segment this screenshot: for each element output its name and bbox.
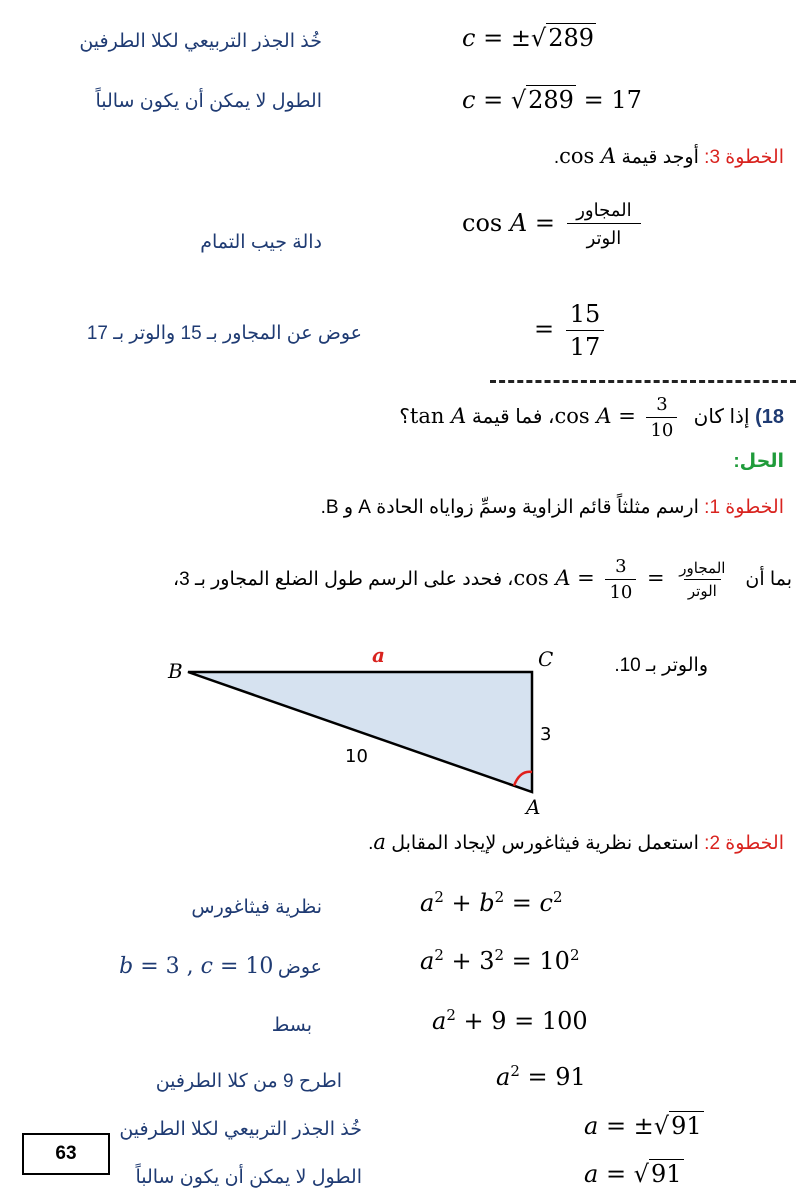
solution-label: الحل: bbox=[733, 451, 784, 472]
problem-number: 18) bbox=[755, 406, 784, 428]
equation-a-result: a = √91 bbox=[584, 1160, 682, 1188]
step3-label: الخطوة 3: bbox=[704, 147, 784, 168]
equation-pythagoras: $a^2 + b^2 = c^2$ bbox=[420, 888, 563, 917]
problem-denominator: 10 bbox=[646, 417, 677, 441]
page-number: 63 bbox=[55, 1143, 77, 1164]
step1-explanation bbox=[173, 556, 792, 603]
equation-a-plusminus-sqrt: a = ±√91 bbox=[584, 1112, 702, 1140]
right-triangle-diagram bbox=[160, 640, 560, 820]
triangle-shape bbox=[188, 672, 532, 792]
c-value: 17 bbox=[611, 86, 642, 114]
note-subtract-9: اطرح 9 من كلا الطرفين bbox=[155, 1071, 342, 1092]
note-take-sqrt-2: خُذ الجذر التربيعي لكلا الطرفين bbox=[119, 1119, 362, 1140]
fraction-hypotenuse: الوتر bbox=[567, 223, 642, 249]
sqrt-argument: 289 bbox=[548, 24, 595, 52]
vertex-b-label: B bbox=[168, 659, 183, 683]
step2-text: استعمل نظرية فيثاغورس لإيجاد المقابل bbox=[391, 833, 699, 854]
equation-simplified: $a^2 + 9 = 100$ bbox=[432, 1006, 588, 1035]
note-simplify: بسط bbox=[271, 1015, 312, 1036]
problem-numerator: 3 bbox=[656, 394, 668, 415]
step1-cos-equation: cos A = $\frac{3}{10}$ = $\frac{\text{المجاور}}{\text{الوتر}}$ bbox=[513, 556, 726, 603]
note-substitute-bc: b = 3 , c = 10 عوض bbox=[119, 954, 322, 979]
cos-fraction bbox=[567, 200, 642, 249]
equation-cos-definition: cos A = $\frac{\text{المجاور}}{\text{الوتر}}$ bbox=[462, 200, 645, 249]
equation-cos-value: = $\frac{15}{17}$ bbox=[534, 300, 608, 361]
step1-intro: بما أن bbox=[745, 569, 792, 590]
equation-a-squared: $a^2 = 91$ bbox=[496, 1062, 586, 1091]
note-pythagoras: نظرية فيثاغورس bbox=[191, 897, 322, 918]
cos-numerator: 15 bbox=[569, 300, 601, 328]
problem-cos-expression: cos A = $\frac{3}{10}$ bbox=[554, 404, 688, 428]
note-length-positive-2: الطول لا يمكن أن يكون سالباً bbox=[135, 1167, 362, 1188]
vertex-c-label: C bbox=[538, 647, 554, 671]
side-a-label: a bbox=[372, 643, 385, 667]
side-adjacent-label: 3 bbox=[540, 724, 552, 745]
equation-c-plusminus-sqrt: c = ±√289 bbox=[462, 24, 595, 52]
note-substitute: عوض عن المجاور بـ 15 والوتر بـ 17 bbox=[86, 323, 362, 344]
step2-label: الخطوة 2: bbox=[704, 833, 784, 854]
vertex-a-label: A bbox=[526, 795, 541, 819]
step1-rest: ، فحدد على الرسم طول الضلع المجاور بـ 3، bbox=[173, 569, 514, 590]
note-length-positive: الطول لا يمكن أن يكون سالباً bbox=[95, 91, 322, 112]
note-take-sqrt: خُذ الجذر التربيعي لكلا الطرفين bbox=[79, 31, 322, 52]
step1-text: ارسم مثلثاً قائم الزاوية وسمِّ زواياه الحادة A و B. bbox=[320, 497, 699, 518]
fraction-adjacent: المجاور bbox=[576, 200, 632, 220]
step1-continuation: والوتر بـ 10. bbox=[614, 655, 708, 676]
step2-heading: الخطوة 2: استعمل نظرية فيثاغورس لإيجاد المقابل a. bbox=[368, 830, 784, 854]
step3-text: أوجد قيمة bbox=[621, 147, 699, 168]
note-cosine-function: دالة جيب التمام bbox=[200, 232, 322, 253]
equation-substituted: $a^2 + 3^2 = 10^2$ bbox=[420, 946, 580, 975]
step1-heading bbox=[321, 496, 784, 519]
cos-value-fraction bbox=[566, 300, 605, 361]
separator-dashed bbox=[490, 380, 796, 383]
page-number-box bbox=[22, 1133, 110, 1175]
note-substitute-word: عوض bbox=[277, 957, 322, 978]
step1-label: الخطوة 1: bbox=[704, 497, 784, 518]
side-hypotenuse-label: 10 bbox=[345, 746, 368, 767]
equation-c-result: c = √289 = 17 bbox=[462, 86, 642, 114]
step3-heading: الخطوة 3: أوجد قيمة cos A. bbox=[553, 144, 784, 168]
cos-denominator: 17 bbox=[566, 330, 605, 361]
problem-what: ، فما قيمة bbox=[471, 406, 555, 428]
problem-if: إذا كان bbox=[693, 406, 750, 428]
problem-18: 18) إذا كان cos A = $\frac{3}{10}$ ، فما قيمة tan A؟ bbox=[399, 394, 784, 441]
